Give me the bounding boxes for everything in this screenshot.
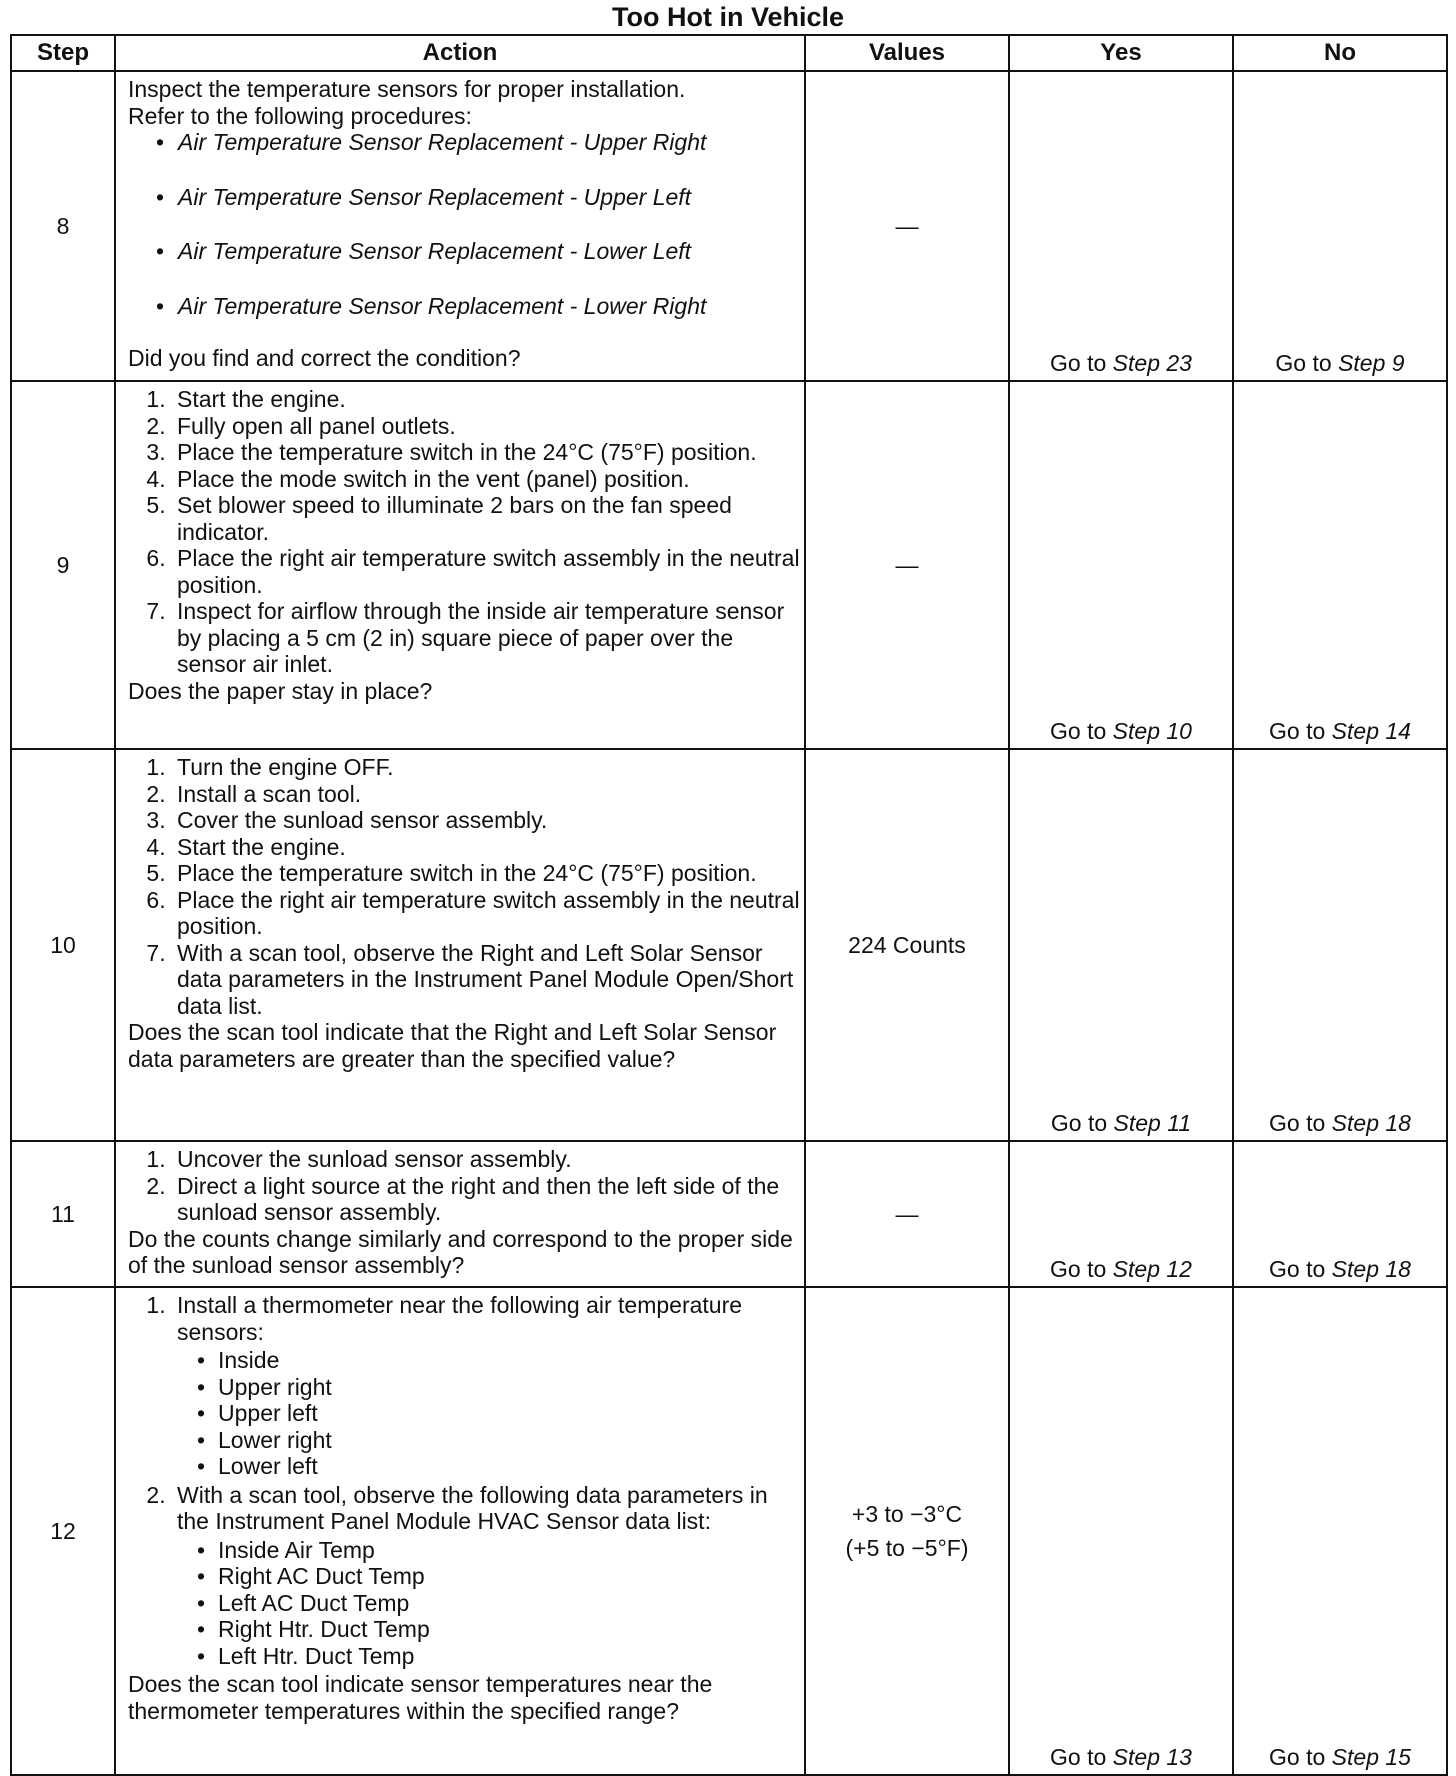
step-number: 12 xyxy=(11,1287,115,1775)
question-text: Does the scan tool indicate that the Right and Left Solar Sensor data parameters are greater than the specified value? xyxy=(128,1019,777,1072)
instruction-item: 1. Uncover the sunload sensor assembly. xyxy=(172,1146,800,1173)
question-text: Did you find and correct the condition? xyxy=(128,345,521,371)
procedure-link[interactable]: • Air Temperature Sensor Replacement - Upper Right xyxy=(178,129,800,156)
instruction-item: 7. Inspect for airflow through the inside air temperature sensor by placing a 5 cm (2 in) square piece of paper over the sensor air inlet. xyxy=(172,598,800,678)
instruction-list xyxy=(128,754,800,1019)
yes-cell xyxy=(1009,749,1233,1141)
action-cell xyxy=(115,71,805,381)
step-number: 9 xyxy=(11,381,115,749)
instruction-item: 6. Place the right air temperature switch assembly in the neutral position. xyxy=(172,887,800,940)
instruction-item xyxy=(172,1482,800,1670)
header-step: Step xyxy=(11,35,115,71)
sensor-item: • Inside xyxy=(213,1347,800,1374)
value-fahrenheit: (+5 to −5°F) xyxy=(845,1535,969,1561)
step-link[interactable]: Step 11 xyxy=(1113,1109,1192,1136)
yes-cell xyxy=(1009,71,1233,381)
go-to-label: Go to xyxy=(1050,1109,1108,1136)
instruction-item: 6. Place the right air temperature switch assembly in the neutral position. xyxy=(172,545,800,598)
table-row-step-11 xyxy=(11,1141,1447,1287)
sensor-item: • Upper left xyxy=(213,1400,800,1427)
value-cell: — xyxy=(805,71,1009,381)
procedure-link[interactable]: • Air Temperature Sensor Replacement - Lower Right xyxy=(178,293,800,320)
go-to-label: Go to xyxy=(1269,1743,1326,1770)
step-link[interactable]: Step 18 xyxy=(1331,1255,1411,1282)
yes-cell xyxy=(1009,1141,1233,1287)
instruction-item: 4. Start the engine. xyxy=(172,834,800,861)
sensor-item: • Lower right xyxy=(213,1427,800,1454)
table-row-step-12 xyxy=(11,1287,1447,1775)
header-action: Action xyxy=(115,35,805,71)
no-cell xyxy=(1233,71,1447,381)
go-to-label: Go to xyxy=(1050,717,1107,744)
step-link[interactable]: Step 13 xyxy=(1112,1743,1192,1770)
value-cell: — xyxy=(805,381,1009,749)
parameter-item: • Right Htr. Duct Temp xyxy=(213,1616,800,1643)
instruction-item: 5. Place the temperature switch in the 24°C (75°F) position. xyxy=(172,860,800,887)
step-number: 8 xyxy=(11,71,115,381)
action-cell xyxy=(115,749,805,1141)
instruction-text: Install a thermometer near the following air temperature sensors: xyxy=(177,1292,743,1345)
instruction-text: With a scan tool, observe the following data parameters in the Instrument Panel Module HVAC Sensor data list: xyxy=(177,1481,768,1534)
action-text: Refer to the following procedures: xyxy=(128,102,472,129)
instruction-item: 3. Cover the sunload sensor assembly. xyxy=(172,807,800,834)
step-link[interactable]: Step 10 xyxy=(1112,717,1192,744)
sensor-list xyxy=(177,1347,800,1480)
no-cell xyxy=(1233,1287,1447,1775)
instruction-item: 2. Direct a light source at the right and then the left side of the sunload sensor assembly. xyxy=(172,1173,800,1226)
step-link[interactable]: Step 12 xyxy=(1112,1255,1192,1282)
step-link[interactable]: Step 18 xyxy=(1331,1109,1411,1136)
action-cell xyxy=(115,1287,805,1775)
instruction-item: 7. With a scan tool, observe the Right and Left Solar Sensor data parameters in the Instrument Panel Module Open/Short data list. xyxy=(172,940,800,1020)
go-to-label: Go to xyxy=(1050,349,1107,376)
step-link[interactable]: Step 15 xyxy=(1331,1743,1411,1770)
step-number: 10 xyxy=(11,749,115,1141)
value-celsius: +3 to −3°C xyxy=(851,1501,963,1527)
header-row xyxy=(11,35,1447,71)
instruction-item: 2. Install a scan tool. xyxy=(172,781,800,808)
no-cell xyxy=(1233,381,1447,749)
instruction-item: 1. Start the engine. xyxy=(172,386,800,413)
parameter-list xyxy=(177,1537,800,1670)
diagnostic-table xyxy=(10,34,1448,1776)
procedure-link[interactable]: • Air Temperature Sensor Replacement - Upper Left xyxy=(178,184,800,211)
procedure-link[interactable]: • Air Temperature Sensor Replacement - Lower Left xyxy=(178,238,800,265)
instruction-item: 4. Place the mode switch in the vent (panel) position. xyxy=(172,466,800,493)
action-text: Inspect the temperature sensors for proper installation. xyxy=(128,76,686,102)
instruction-item xyxy=(172,1292,800,1480)
step-link[interactable]: Step 9 xyxy=(1338,349,1405,376)
header-values: Values xyxy=(805,35,1009,71)
parameter-item: • Left Htr. Duct Temp xyxy=(213,1643,800,1670)
sensor-item: • Upper right xyxy=(213,1374,800,1401)
instruction-list xyxy=(128,1292,800,1669)
instruction-item: 5. Set blower speed to illuminate 2 bars on the fan speed indicator. xyxy=(172,492,800,545)
step-link[interactable]: Step 14 xyxy=(1331,717,1411,744)
sensor-item: • Lower left xyxy=(213,1453,800,1480)
no-cell xyxy=(1233,1141,1447,1287)
value-cell: — xyxy=(805,1141,1009,1287)
go-to-label: Go to xyxy=(1269,1255,1326,1282)
instruction-item: 1. Turn the engine OFF. xyxy=(172,754,800,781)
parameter-item: • Right AC Duct Temp xyxy=(213,1563,800,1590)
value-cell: 224 Counts xyxy=(805,749,1009,1141)
go-to-label: Go to xyxy=(1275,349,1332,376)
question-text: Do the counts change similarly and correspond to the proper side of the sunload sensor assembly? xyxy=(128,1225,793,1278)
instruction-list xyxy=(128,386,800,678)
instruction-item: 3. Place the temperature switch in the 24°C (75°F) position. xyxy=(172,439,800,466)
table-row-step-9 xyxy=(11,381,1447,749)
question-text: Does the scan tool indicate sensor temperatures near the thermometer temperatures within the specified range? xyxy=(128,1671,713,1724)
parameter-item: • Left AC Duct Temp xyxy=(213,1590,800,1617)
parameter-item: • Inside Air Temp xyxy=(213,1537,800,1564)
yes-cell xyxy=(1009,381,1233,749)
yes-cell xyxy=(1009,1287,1233,1775)
page-title: Too Hot in Vehicle xyxy=(611,2,845,32)
value-cell xyxy=(805,1287,1009,1775)
step-link[interactable]: Step 23 xyxy=(1112,349,1192,376)
action-cell xyxy=(115,381,805,749)
header-no: No xyxy=(1233,35,1447,71)
step-number: 11 xyxy=(11,1141,115,1287)
instruction-item: 2. Fully open all panel outlets. xyxy=(172,413,800,440)
question-text: Does the paper stay in place? xyxy=(128,677,433,704)
table-row-step-10 xyxy=(11,749,1447,1141)
action-cell xyxy=(115,1141,805,1287)
no-cell xyxy=(1233,749,1447,1141)
procedure-list xyxy=(128,129,800,319)
instruction-list xyxy=(128,1146,800,1226)
go-to-label: Go to xyxy=(1050,1255,1107,1282)
go-to-label: Go to xyxy=(1269,1109,1326,1136)
go-to-label: Go to xyxy=(1050,1743,1107,1770)
go-to-label: Go to xyxy=(1269,717,1326,744)
header-yes: Yes xyxy=(1009,35,1233,71)
table-row-step-8 xyxy=(11,71,1447,381)
